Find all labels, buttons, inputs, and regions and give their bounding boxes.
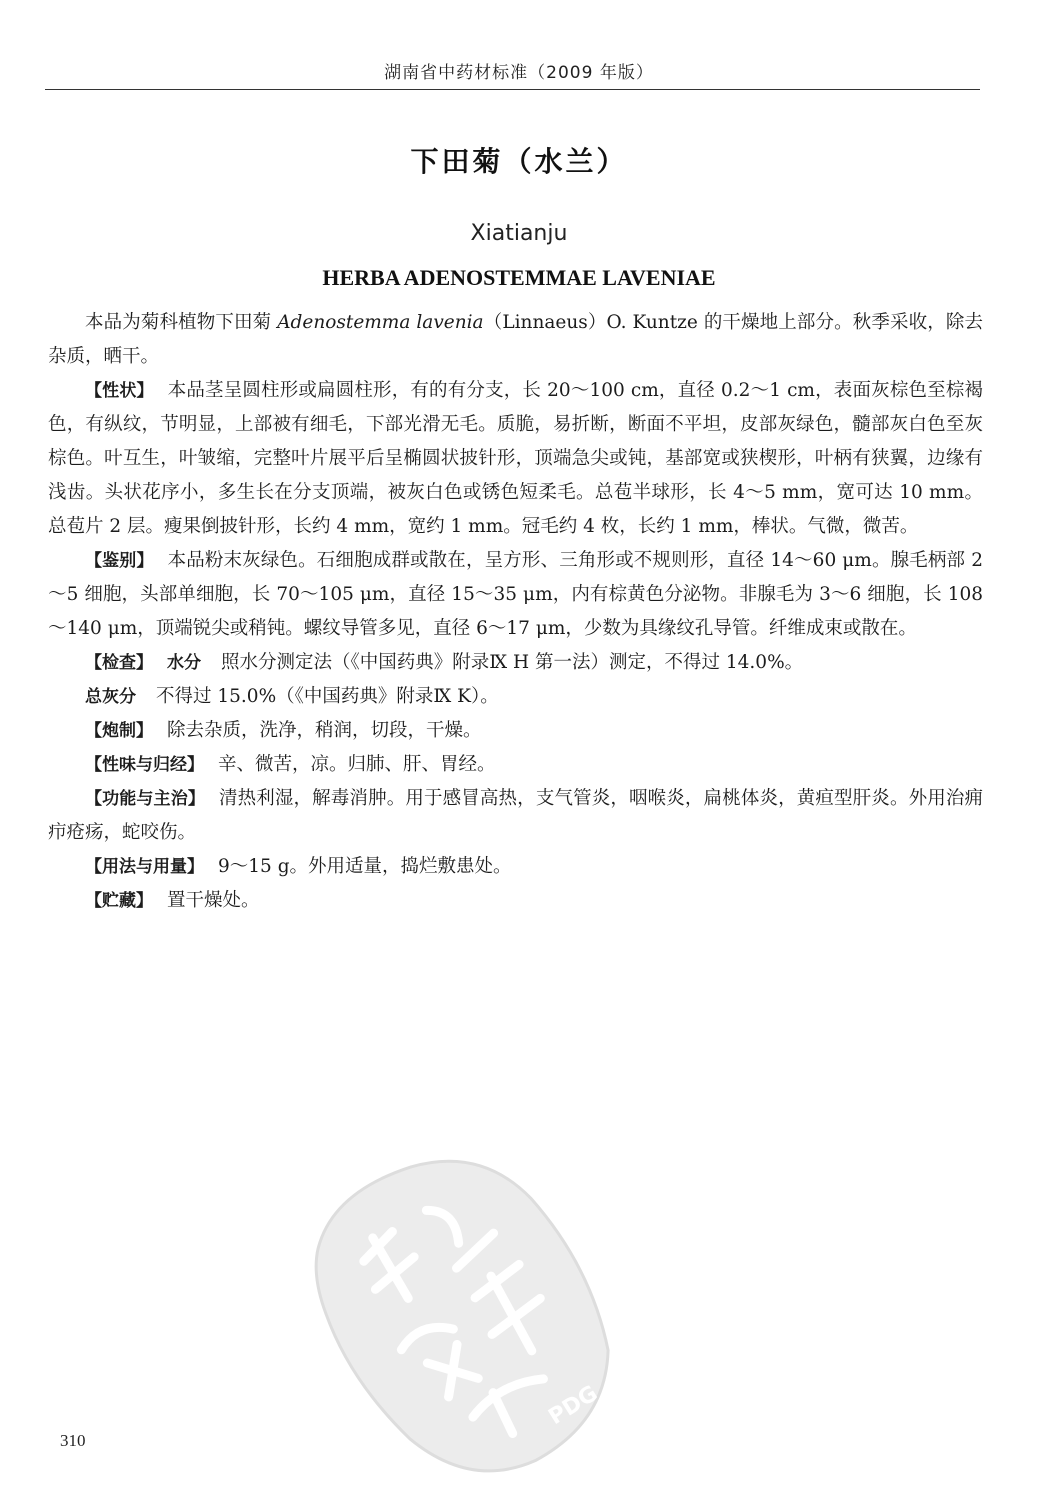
processing-text: 除去杂质，洗净，稍润，切段，干燥。 [167, 720, 482, 741]
dosage-label: 【用法与用量】 [85, 857, 204, 877]
ash-section [48, 680, 983, 714]
processing-section [48, 714, 983, 748]
character-section [48, 374, 983, 544]
examination-label: 【检查】 [85, 653, 153, 673]
dosage-text: 9～15 g。外用适量，捣烂敷患处。 [218, 856, 512, 877]
identification-section [48, 544, 983, 646]
species-name: Adenostemma lavenia [277, 312, 484, 333]
functions-label: 【功能与主治】 [85, 789, 205, 809]
watermark-label: PDG [544, 1381, 603, 1431]
storage-text: 置干燥处。 [167, 890, 260, 911]
ash-text: 不得过 15.0%（《中国药典》附录Ⅸ K）。 [156, 686, 499, 707]
functions-section [48, 782, 983, 850]
nature-section [48, 748, 983, 782]
pinyin-name: Xiatianju [470, 221, 568, 246]
storage-section [48, 884, 983, 918]
dosage-section [48, 850, 983, 884]
page-number: 310 [60, 1431, 86, 1450]
identification-label: 【鉴别】 [85, 551, 154, 571]
ash-label: 总灰分 [85, 687, 136, 707]
examination-section [48, 646, 983, 680]
nature-label: 【性味与归经】 [85, 755, 204, 775]
storage-label: 【贮藏】 [85, 891, 153, 911]
moisture-text: 照水分测定法（《中国药典》附录Ⅸ H 第一法）测定，不得过 14.0%。 [221, 652, 804, 673]
intro-paragraph: 本品为菊科植物下田菊 Adenostemma lavenia（Linnaeus）O. Kuntze 的干燥地上部分。秋季采收，除去杂质，晒干。 [48, 312, 983, 367]
moisture-label: 水分 [167, 653, 201, 673]
processing-label: 【炮制】 [85, 721, 153, 741]
watermark-seal [295, 1120, 635, 1500]
monograph-title: 下田菊（水兰） [410, 145, 628, 178]
identification-text: 本品粉末灰绿色。石细胞成群或散在，呈方形、三角形或不规则形，直径 14～60 μm。腺毛柄部 2～5 细胞，头部单细胞，长 70～105 μm，直径 15～35 μm，内有棕黄色分泌物。非腺毛为 3～6 细胞，长 108～140 μm，顶端锐尖或稍钝。螺纹导管多见，直径 6～17 μm，少数为具缘纹孔导管。纤维成束或散在。 [48, 550, 984, 639]
latin-name: HERBA ADENOSTEMMAE LAVENIAE [322, 265, 716, 290]
functions-text: 清热利湿，解毒消肿。用于感冒高热，支气管炎，咽喉炎，扁桃体炎，黄疸型肝炎。外用治痈疖疮疡，蛇咬伤。 [48, 788, 983, 843]
nature-text: 辛、微苦，凉。归肺、肝、胃经。 [218, 754, 496, 775]
character-label: 【性状】 [85, 381, 154, 401]
header-rule [45, 89, 980, 90]
running-header: 湖南省中药材标准（2009 年版） [384, 63, 654, 83]
monograph-body [48, 306, 983, 918]
character-text: 本品茎呈圆柱形或扁圆柱形，有的有分支，长 20～100 cm，直径 0.2～1 cm，表面灰棕色至棕褐色，有纵纹，节明显，上部被有细毛，下部光滑无毛。质脆，易折断，断面不平坦，皮部灰绿色，髓部灰白色至灰棕色。叶互生，叶皱缩，完整叶片展平后呈椭圆状披针形，顶端急尖或钝，基部宽或狭楔形，叶柄有狭翼，边缘有浅齿。头状花序小，多生长在分支顶端，被灰白色或锈色短柔毛。总苞半球形，长 4～5 mm，宽可达 10 mm。总苞片 2 层。瘦果倒披针形，长约 4 mm，宽约 1 mm。冠毛约 4 枚，长约 1 mm，棒状。气微，微苦。 [48, 380, 983, 537]
